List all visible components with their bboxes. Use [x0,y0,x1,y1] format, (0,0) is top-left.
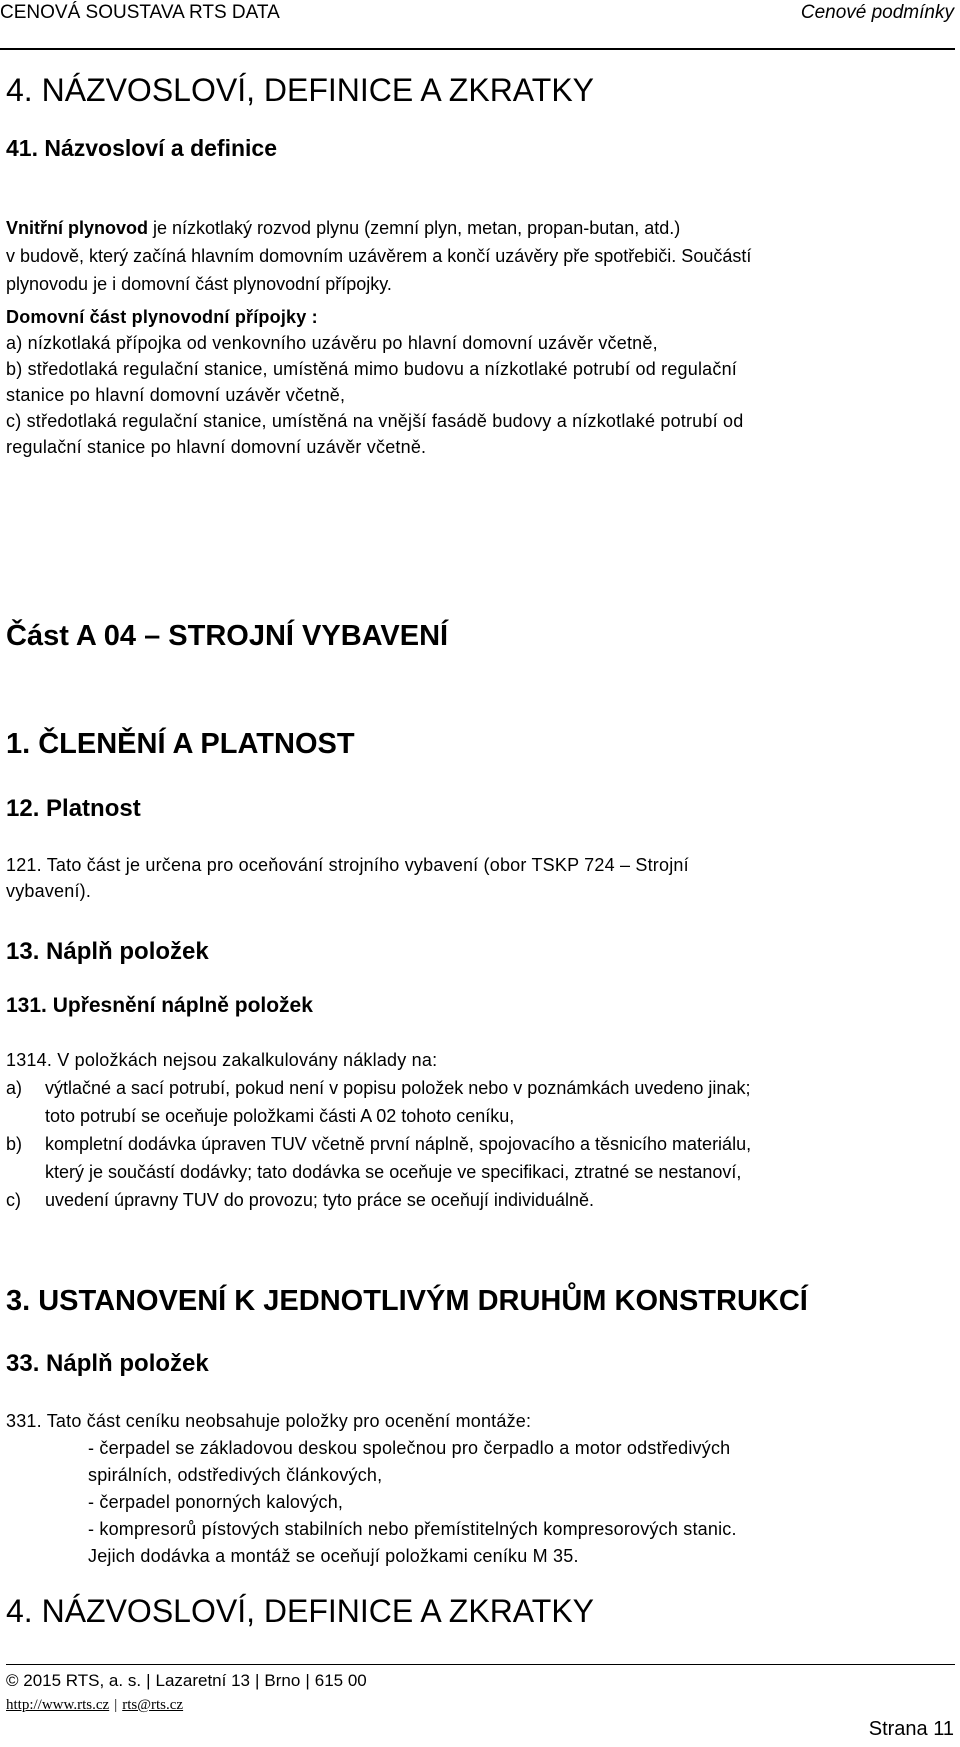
term-domovni-cast: Domovní část plynovodní přípojky : [6,307,318,327]
part-heading-a04: Část A 04 – STROJNÍ VYBAVENÍ [6,620,449,652]
subsection-heading-12: 12. Platnost [6,795,141,822]
term-vnitrni-plynovod: Vnitřní plynovod [6,218,148,238]
list-item-a: a) výtlačné a sací potrubí, pokud není v popisu položek nebo v poznámkách uvedeno jinak; toto potrubí se oceňuje položkami části A 02 tohoto ceníku, [6,1078,751,1126]
header-title: CENOVÁ SOUSTAVA RTS DATA [0,2,280,23]
subsection-heading-33: 33. Náplň položek [6,1350,209,1377]
footer-zip: 615 00 [314,1671,367,1690]
list-item-b: b) kompletní dodávka úpraven TUV včetně první náplně, spojovacího a těsnicího materiálu, který je součástí dodávky; tato dodávka se oceňuje ve specifikaci, ztratné se nestanoví, [6,1134,752,1182]
page-number: Strana 11 [868,1718,954,1740]
footer-divider [6,1664,955,1665]
paragraph-331: 331. Tato část ceníku neobsahuje položky pro ocenění montáže: - čerpadel se základovou deskou společnou pro čerpadlo a motor odstředivých spirálních, odstředivých článkových, - čerpadel ponorných kalových, - kompresorů pístových stabilních nebo přemístitelných kompresorových stanic. Jejich dodávka a montáž se oceňují položkami ceníku M 35. [6,1408,737,1570]
header-divider [0,48,955,50]
list-item-cerpadla: - čerpadel se základovou deskou společnou pro čerpadlo a motor odstředivých spirálních, odstředivých článkových, [88,1438,731,1485]
list-item-kompresory: - kompresorů pístových stabilních nebo přemístitelných kompresorových stanic. [88,1519,737,1539]
paragraph-1314: 1314. V položkách nejsou zakalkulovány náklady na: a) výtlačné a sací potrubí, pokud není v popisu položek nebo v poznámkách uvedeno jinak; toto potrubí se oceňuje položkami části A 02 tohoto ceníku, b) kompletní dodávka úpraven TUV včetně první náplně, spojovacího a těsnicího materiálu, který je součástí dodávky; tato dodávka se oceňuje ve specifikaci, ztratné se nestanoví, c) uvedení úpravny TUV do provozu; tyto práce se oceňují individuálně. [6,1046,951,1214]
footer-street: Lazaretní 13 [155,1671,250,1690]
subsection-heading-131: 131. Upřesnění náplně položek [6,994,313,1017]
footer-city: Brno [264,1671,301,1690]
subsection-heading-13: 13. Náplň položek [6,938,209,965]
section-heading-cleneni: 1. ČLENĚNÍ A PLATNOST [6,728,355,760]
section-heading-nazvoslovi-2: 4. NÁZVOSLOVÍ, DEFINICE A ZKRATKY [6,1593,594,1629]
paragraph-121: 121. Tato část je určena pro oceňování strojního vybavení (obor TSKP 724 – Strojní vybavení). [6,855,689,901]
section-heading-nazvoslovi: 4. NÁZVOSLOVÍ, DEFINICE A ZKRATKY [6,72,594,108]
header-subtitle: Cenové podmínky [800,2,954,23]
footer-email-link[interactable]: rts@rts.cz [122,1697,184,1713]
list-item-c: c) uvedení úpravny TUV do provozu; tyto práce se oceňují individuálně. [6,1190,594,1210]
footer-links: http://www.rts.cz | rts@rts.cz [6,1697,184,1713]
footer-address: © 2015 RTS, a. s. | Lazaretní 13 | Brno | 615 00 [6,1671,367,1690]
paragraph-vnitrni-plynovod: Vnitřní plynovod je nízkotlaký rozvod plynu (zemní plyn, metan, propan-butan, atd.) v budově, který začíná hlavním domovním uzávěrem a končí uzávěry pře spotřebiči. Součástí plynovodu je i domovní část plynovodní přípojky. [6,218,752,294]
footer-copyright: © 2015 RTS, a. s. [6,1671,142,1690]
footer-website-link[interactable]: http://www.rts.cz [6,1697,110,1713]
section-heading-ustanoveni: 3. USTANOVENÍ K JEDNOTLIVÝM DRUHŮM KONSTRUKCÍ [6,1285,808,1317]
subsection-heading-41: 41. Názvosloví a definice [6,135,278,161]
list-item-kalova-cerpadla: - čerpadel ponorných kalových, [88,1492,344,1512]
paragraph-domovni-cast: Domovní část plynovodní přípojky : a) nízkotlaká přípojka od venkovního uzávěru po hlavní domovní uzávěr včetně, b) středotlaká regulační stanice, umístěná mimo budovu a nízkotlaké potrubí od regulační stanice po hlavní domovní uzávěr včetně, c) středotlaká regulační stanice, umístěná na vnější fasádě budovy a nízkotlaké potrubí od regulační stanice po hlavní domovní uzávěr včetně. [6,304,743,460]
note-dodavka: Jejich dodávka a montáž se oceňují položkami ceníku M 35. [88,1546,579,1566]
